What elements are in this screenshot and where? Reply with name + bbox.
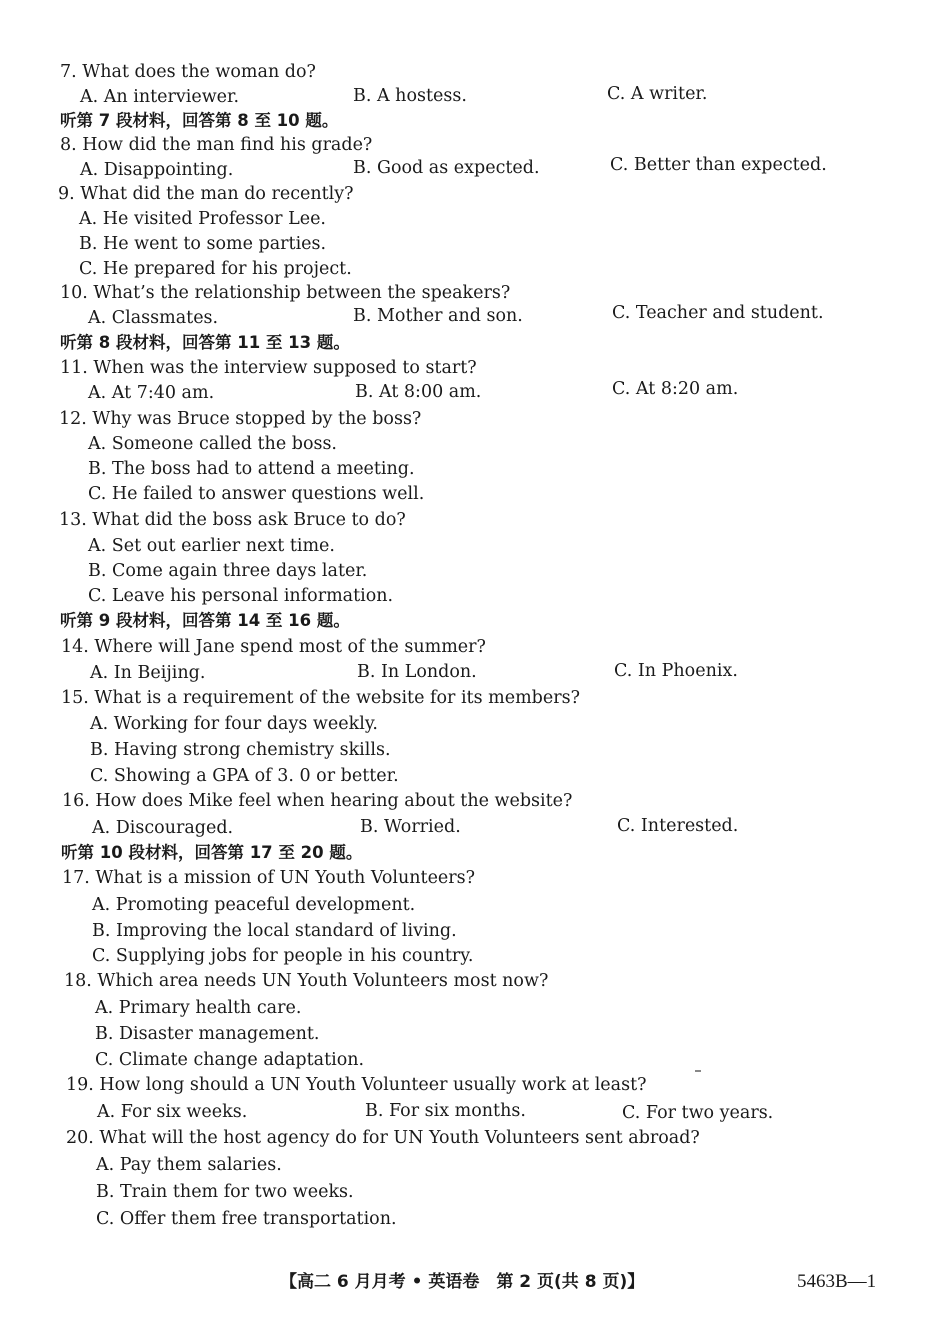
question-17-option-b: B. Improving the local standard of living. xyxy=(92,921,457,941)
question-12-option-c: C. He failed to answer questions well. xyxy=(88,484,425,504)
question-9-stem: 9. What did the man do recently? xyxy=(58,184,354,204)
page-footer-title: 【高二 6 月月考 • 英语卷 第 2 页(共 8 页)】 xyxy=(280,1272,645,1292)
question-15-option-a: A. Working for four days weekly. xyxy=(90,714,378,734)
question-17-option-c: C. Supplying jobs for people in his country. xyxy=(92,946,474,966)
question-12-option-a: A. Someone called the boss. xyxy=(88,434,337,454)
question-10-stem: 10. What’s the relationship between the speakers? xyxy=(60,283,511,303)
question-17-option-a: A. Promoting peaceful development. xyxy=(92,895,416,915)
question-16-stem: 16. How does Mike feel when hearing about the website? xyxy=(62,791,573,811)
question-20-option-c: C. Offer them free transportation. xyxy=(96,1209,397,1229)
question-19-option-a: A. For six weeks. xyxy=(97,1102,248,1122)
question-8-option-a: A. Disappointing. xyxy=(80,160,234,180)
question-12-option-b: B. The boss had to attend a meeting. xyxy=(88,459,415,479)
question-11-stem: 11. When was the interview supposed to start? xyxy=(60,358,477,378)
question-17-stem: 17. What is a mission of UN Youth Volunteers? xyxy=(62,868,476,888)
question-13-option-c: C. Leave his personal information. xyxy=(88,586,394,606)
question-10-option-a: A. Classmates. xyxy=(88,308,219,328)
question-18-option-b: B. Disaster management. xyxy=(95,1024,320,1044)
question-7-option-a: A. An interviewer. xyxy=(80,87,240,107)
question-14-stem: 14. Where will Jane spend most of the summer? xyxy=(61,637,486,657)
scan-mark xyxy=(695,1070,701,1072)
question-12-stem: 12. Why was Bruce stopped by the boss? xyxy=(59,409,422,429)
question-16-option-a: A. Discouraged. xyxy=(92,818,234,838)
question-8-option-b: B. Good as expected. xyxy=(353,158,540,178)
question-11-option-a: A. At 7:40 am. xyxy=(88,383,215,403)
question-16-option-b: B. Worried. xyxy=(360,817,461,837)
question-9-option-a: A. He visited Professor Lee. xyxy=(79,209,326,229)
question-9-option-b: B. He went to some parties. xyxy=(79,234,327,254)
question-20-option-b: B. Train them for two weeks. xyxy=(96,1182,354,1202)
question-10-option-c: C. Teacher and student. xyxy=(612,303,824,323)
question-9-option-c: C. He prepared for his project. xyxy=(79,259,352,279)
section-7-heading: 听第 7 段材料，回答第 8 至 10 题。 xyxy=(60,111,339,130)
question-20-option-a: A. Pay them salaries. xyxy=(96,1155,282,1175)
question-15-option-b: B. Having strong chemistry skills. xyxy=(90,740,391,760)
question-11-option-b: B. At 8:00 am. xyxy=(355,382,482,402)
section-10-heading: 听第 10 段材料，回答第 17 至 20 题。 xyxy=(61,843,363,862)
question-7-option-c: C. A writer. xyxy=(607,84,708,104)
question-18-stem: 18. Which area needs UN Youth Volunteers most now? xyxy=(64,971,549,991)
question-8-stem: 8. How did the man find his grade? xyxy=(60,135,373,155)
question-15-stem: 15. What is a requirement of the website for its members? xyxy=(61,688,580,708)
section-9-heading: 听第 9 段材料，回答第 14 至 16 题。 xyxy=(60,611,350,630)
question-19-option-b: B. For six months. xyxy=(365,1101,526,1121)
page-footer-code: 5463B—1 xyxy=(797,1271,877,1292)
question-7-stem: 7. What does the woman do? xyxy=(60,62,316,82)
question-14-option-a: A. In Beijing. xyxy=(90,663,206,683)
question-10-option-b: B. Mother and son. xyxy=(353,306,523,326)
question-15-option-c: C. Showing a GPA of 3. 0 or better. xyxy=(90,766,399,786)
question-19-option-c: C. For two years. xyxy=(622,1103,774,1123)
question-20-stem: 20. What will the host agency do for UN Youth Volunteers sent abroad? xyxy=(66,1128,700,1148)
question-18-option-c: C. Climate change adaptation. xyxy=(95,1050,365,1070)
question-11-option-c: C. At 8:20 am. xyxy=(612,379,739,399)
question-14-option-c: C. In Phoenix. xyxy=(614,661,738,681)
question-18-option-a: A. Primary health care. xyxy=(95,998,302,1018)
question-16-option-c: C. Interested. xyxy=(617,816,739,836)
question-14-option-b: B. In London. xyxy=(357,662,477,682)
section-8-heading: 听第 8 段材料，回答第 11 至 13 题。 xyxy=(60,333,350,352)
question-13-option-a: A. Set out earlier next time. xyxy=(88,536,335,556)
question-8-option-c: C. Better than expected. xyxy=(610,155,827,175)
question-19-stem: 19. How long should a UN Youth Volunteer usually work at least? xyxy=(66,1075,647,1095)
question-13-stem: 13. What did the boss ask Bruce to do? xyxy=(59,510,406,530)
question-13-option-b: B. Come again three days later. xyxy=(88,561,368,581)
question-7-option-b: B. A hostess. xyxy=(353,86,467,106)
